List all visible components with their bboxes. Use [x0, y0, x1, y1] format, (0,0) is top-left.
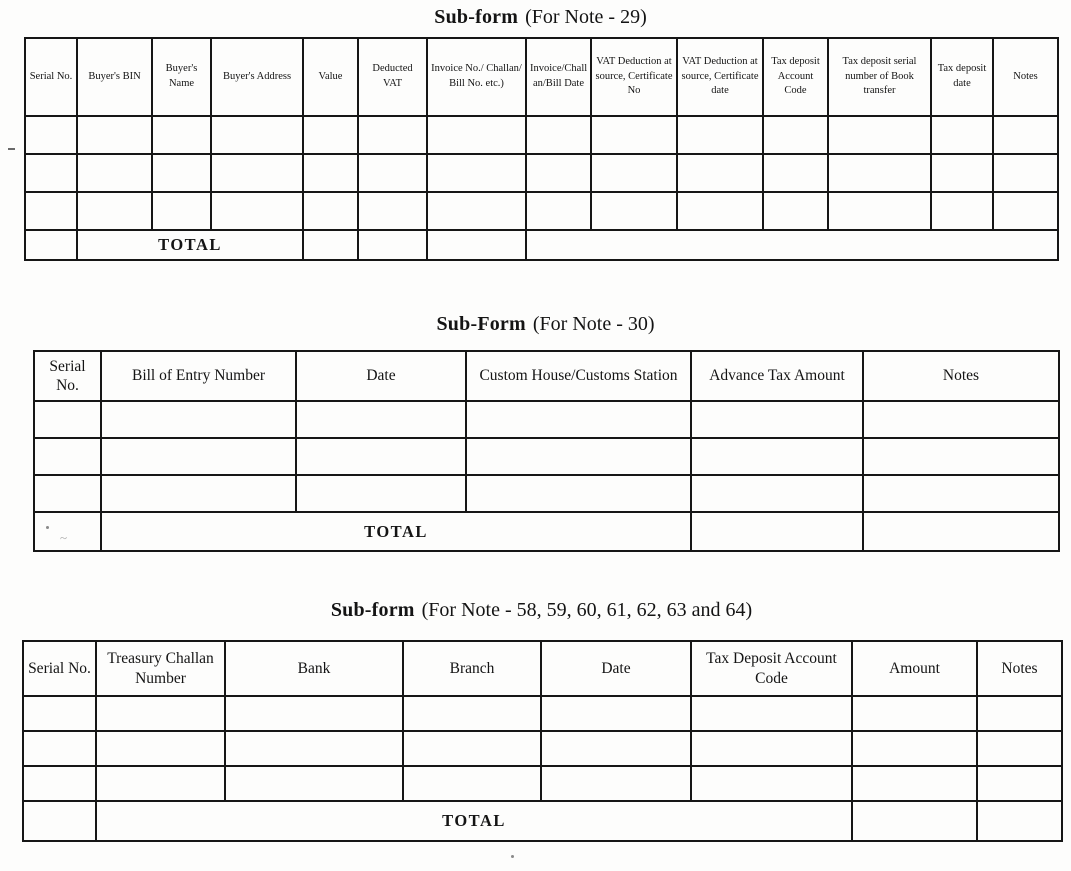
empty-cell: [591, 154, 677, 192]
column-header-tax-deposit-account-code: Tax Deposit Account Code: [691, 641, 852, 696]
column-header-serial-no: Serial No.: [34, 351, 101, 401]
total-row: [34, 512, 1059, 551]
column-header-tax-deposit-account-code: Tax deposit Account Code: [763, 38, 828, 116]
empty-cell: [358, 116, 427, 154]
empty-cell: [526, 116, 591, 154]
empty-cell: [403, 731, 541, 766]
empty-cell: [34, 512, 101, 551]
empty-cell: [403, 766, 541, 801]
empty-cell: [427, 230, 526, 260]
empty-cell: [303, 154, 358, 192]
empty-cell: [931, 116, 993, 154]
total-label: TOTAL: [101, 512, 691, 551]
empty-cell: [101, 438, 296, 475]
column-header-deducted-vat: Deducted VAT: [358, 38, 427, 116]
column-header-advance-tax-amount: Advance Tax Amount: [691, 351, 863, 401]
empty-cell: [427, 154, 526, 192]
empty-cell: [591, 116, 677, 154]
empty-cell: [541, 731, 691, 766]
empty-cell: [828, 154, 931, 192]
table-row: [34, 438, 1059, 475]
empty-cell: [77, 116, 152, 154]
column-header-notes: Notes: [977, 641, 1062, 696]
empty-cell: [34, 401, 101, 438]
table-row: [34, 475, 1059, 512]
column-header-bill-of-entry: Bill of Entry Number: [101, 351, 296, 401]
column-header-value: Value: [303, 38, 358, 116]
empty-cell: [101, 475, 296, 512]
empty-cell: [541, 766, 691, 801]
empty-cell: [993, 116, 1058, 154]
empty-cell: [863, 438, 1059, 475]
empty-cell: [77, 154, 152, 192]
empty-cell: [691, 438, 863, 475]
empty-cell: [691, 401, 863, 438]
table-row: [25, 192, 1058, 230]
empty-cell: [96, 731, 225, 766]
empty-cell: [993, 192, 1058, 230]
empty-cell: [852, 766, 977, 801]
section-title-note-29: [24, 4, 1057, 30]
subform-notes-58-64-table: [22, 640, 1063, 842]
column-header-buyers-bin: Buyer's BIN: [77, 38, 152, 116]
empty-cell: [96, 766, 225, 801]
header-row: [25, 38, 1058, 116]
empty-cell: [691, 766, 852, 801]
title-rest-text: (For Note - 30): [532, 313, 655, 335]
column-header-notes: Notes: [863, 351, 1059, 401]
column-header-branch: Branch: [403, 641, 541, 696]
title-bold-text: Sub-Form: [436, 313, 526, 335]
header-row: [23, 641, 1062, 696]
empty-cell: [152, 192, 211, 230]
empty-cell: [34, 475, 101, 512]
empty-cell: [403, 696, 541, 731]
empty-cell: [677, 192, 763, 230]
column-header-tax-deposit-date: Tax deposit date: [931, 38, 993, 116]
column-header-serial-no: Serial No.: [25, 38, 77, 116]
column-header-custom-house: Custom House/Customs Station: [466, 351, 691, 401]
empty-cell: [96, 696, 225, 731]
empty-cell: [296, 401, 466, 438]
empty-cell: [296, 438, 466, 475]
empty-cell: [691, 696, 852, 731]
empty-cell: [763, 192, 828, 230]
column-header-buyers-address: Buyer's Address: [211, 38, 303, 116]
empty-cell: [852, 801, 977, 841]
empty-cell: [526, 154, 591, 192]
empty-cell: [303, 116, 358, 154]
empty-cell: [931, 192, 993, 230]
empty-cell: [977, 696, 1062, 731]
empty-cell: [763, 116, 828, 154]
empty-cell: [977, 766, 1062, 801]
empty-cell: [303, 230, 358, 260]
empty-cell: [25, 192, 77, 230]
column-header-invoice-no: Invoice No./ Challan/ Bill No. etc.): [427, 38, 526, 116]
empty-cell: [358, 192, 427, 230]
empty-cell: [25, 154, 77, 192]
empty-cell: [358, 154, 427, 192]
empty-cell: [77, 192, 152, 230]
empty-cell: [23, 766, 96, 801]
section-title-note-30: [33, 311, 1058, 337]
empty-cell: [34, 438, 101, 475]
subform-note-30-table: [33, 350, 1060, 552]
empty-cell: [211, 154, 303, 192]
column-header-serial-no: Serial No.: [23, 641, 96, 696]
empty-cell: [101, 401, 296, 438]
empty-cell: [677, 116, 763, 154]
empty-cell: [303, 192, 358, 230]
header-row: [34, 351, 1059, 401]
empty-cell: [526, 230, 1058, 260]
empty-cell: [691, 731, 852, 766]
empty-cell: [977, 801, 1062, 841]
empty-cell: [23, 801, 96, 841]
table-row: [23, 696, 1062, 731]
empty-cell: [358, 230, 427, 260]
title-bold-text: Sub-form: [330, 599, 415, 621]
column-header-notes: Notes: [993, 38, 1058, 116]
empty-cell: [211, 116, 303, 154]
scan-artifact-dash: [8, 148, 15, 150]
empty-cell: [466, 401, 691, 438]
empty-cell: [211, 192, 303, 230]
empty-cell: [526, 192, 591, 230]
scan-artifact-dot: [511, 855, 514, 858]
empty-cell: [852, 731, 977, 766]
table-row: [25, 154, 1058, 192]
empty-cell: [541, 696, 691, 731]
total-label: TOTAL: [96, 801, 852, 841]
empty-cell: [296, 475, 466, 512]
empty-cell: [993, 154, 1058, 192]
empty-cell: [677, 154, 763, 192]
title-rest-text: (For Note - 29): [525, 6, 647, 28]
column-header-invoice-date: Invoice/Chall an/Bill Date: [526, 38, 591, 116]
section-title-notes-58-64: [22, 597, 1061, 623]
empty-cell: [25, 230, 77, 260]
empty-cell: [863, 512, 1059, 551]
empty-cell: [931, 154, 993, 192]
empty-cell: [152, 154, 211, 192]
column-header-tax-deposit-serial: Tax deposit serial number of Book transfer: [828, 38, 931, 116]
empty-cell: [225, 696, 403, 731]
total-row: [25, 230, 1058, 260]
column-header-vat-deduction-cert-no: VAT Deduction at source, Certificate No: [591, 38, 677, 116]
empty-cell: [23, 731, 96, 766]
empty-cell: [225, 766, 403, 801]
column-header-buyers-name: Buyer's Name: [152, 38, 211, 116]
empty-cell: [763, 154, 828, 192]
empty-cell: [23, 696, 96, 731]
column-header-vat-deduction-cert-date: VAT Deduction at source, Certificate date: [677, 38, 763, 116]
empty-cell: [691, 475, 863, 512]
total-row: [23, 801, 1062, 841]
empty-cell: [466, 438, 691, 475]
empty-cell: [977, 731, 1062, 766]
empty-cell: [225, 731, 403, 766]
column-header-date: Date: [296, 351, 466, 401]
column-header-treasury-challan: Treasury Challan Number: [96, 641, 225, 696]
title-rest-text: (For Note - 58, 59, 60, 61, 62, 63 and 64): [421, 599, 753, 621]
column-header-amount: Amount: [852, 641, 977, 696]
empty-cell: [427, 192, 526, 230]
empty-cell: [863, 475, 1059, 512]
title-bold-text: Sub-form: [434, 6, 519, 28]
subform-note-29-table: [24, 37, 1059, 261]
column-header-date: Date: [541, 641, 691, 696]
column-header-bank: Bank: [225, 641, 403, 696]
table-row: [34, 401, 1059, 438]
empty-cell: [152, 116, 211, 154]
total-label: TOTAL: [77, 230, 303, 260]
empty-cell: [828, 116, 931, 154]
empty-cell: [852, 696, 977, 731]
empty-cell: [427, 116, 526, 154]
empty-cell: [466, 475, 691, 512]
table-row: [25, 116, 1058, 154]
empty-cell: [25, 116, 77, 154]
empty-cell: [691, 512, 863, 551]
table-row: [23, 731, 1062, 766]
empty-cell: [591, 192, 677, 230]
empty-cell: [828, 192, 931, 230]
scan-artifact-tilde: ~: [60, 530, 68, 545]
table-row: [23, 766, 1062, 801]
empty-cell: [863, 401, 1059, 438]
